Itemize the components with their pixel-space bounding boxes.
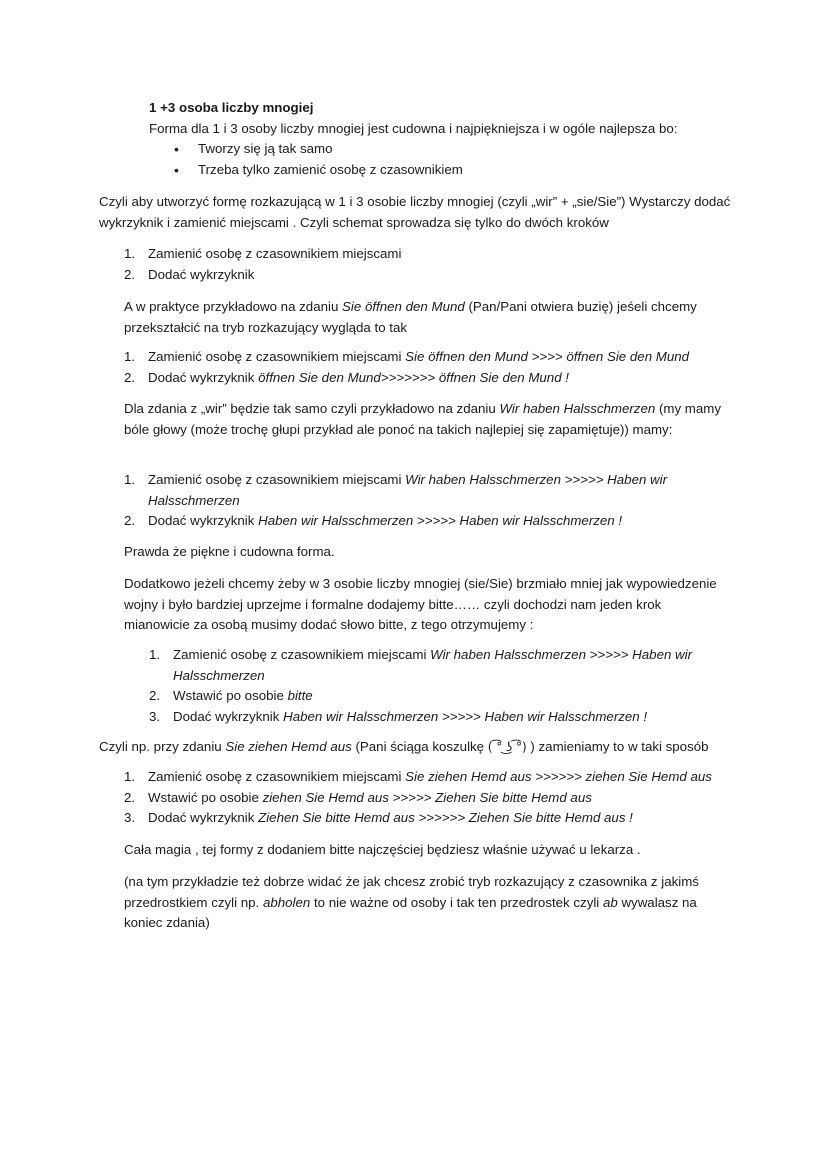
list-text: Zamienić osobę z czasownikiem miejscami bbox=[148, 349, 406, 364]
list-item bbox=[124, 368, 734, 389]
steps-list-4 bbox=[149, 645, 739, 727]
section-heading: 1 +3 osoba liczby mnogiej bbox=[149, 100, 314, 115]
german-example: ab bbox=[602, 894, 618, 910]
german-example: Sie öffnen den Mund bbox=[342, 299, 465, 314]
german-example: Haben wir Halsschmerzen >>>>> Haben wir Halsschmerzen ! bbox=[258, 513, 623, 528]
list-text: Zamienić osobę z czasownikiem miejscami bbox=[148, 246, 402, 261]
steps-list-3 bbox=[124, 470, 714, 532]
german-example: Wir haben Halsschmerzen bbox=[499, 401, 656, 416]
steps-list-1 bbox=[124, 244, 724, 285]
list-text: Zamienić osobę z czasownikiem miejscami bbox=[173, 647, 431, 662]
list-item bbox=[149, 645, 739, 686]
german-example: Wir haben Halsschmerzen >>>>> Haben wir Halsschmerzen bbox=[173, 647, 693, 683]
list-number: 1. bbox=[124, 769, 136, 784]
paragraph-7: Cała magia , tej formy z dodaniem bitte najczęściej będziesz właśnie używać u lekarza . bbox=[124, 842, 641, 857]
text-run: to nie ważne od osoby i tak ten przedrostek czyli bbox=[310, 894, 603, 910]
list-text: Zamienić osobę z czasownikiem miejscami bbox=[148, 472, 406, 487]
paragraph-4: Prawda że piękne i cudowna forma. bbox=[124, 544, 335, 559]
paragraph-2 bbox=[124, 297, 734, 338]
list-text: Dodać wykrzyknik bbox=[173, 708, 284, 724]
list-item bbox=[124, 511, 714, 532]
paragraph-3 bbox=[124, 399, 724, 440]
list-text: Zamienić osobę z czasownikiem miejscami bbox=[148, 769, 406, 784]
list-text: Wstawić po osobie bbox=[173, 688, 288, 703]
list-text: Wstawić po osobie bbox=[148, 789, 263, 805]
bullet-item: • Tworzy się ją tak samo bbox=[168, 139, 749, 160]
german-example: ziehen Sie Hemd aus >>>>> Ziehen Sie bitte Hemd aus bbox=[262, 789, 592, 805]
text-run: (Pan/Pani otwiera buzię) jeśeli chcemy przekształcić na tryb rozkazujący wygląda to tak bbox=[124, 299, 697, 335]
list-text: Dodać wykrzyknik bbox=[148, 369, 259, 385]
intro-text: Forma dla 1 i 3 osoby liczby mnogiej jest cudowna i najpiękniejsza i w ogóle najlepsza bo: bbox=[149, 120, 678, 136]
german-example: Sie ziehen Hemd aus >>>>>> ziehen Sie Hemd aus bbox=[405, 769, 712, 784]
german-example: öffnen Sie den Mund>>>>>>> öffnen Sie den Mund ! bbox=[258, 369, 569, 385]
list-number: 3. bbox=[124, 810, 136, 825]
text-run: Czyli np. przy zdaniu bbox=[99, 739, 226, 754]
list-number: 1. bbox=[124, 472, 136, 487]
german-example: Sie öffnen den Mund >>>> öffnen Sie den Mund bbox=[405, 349, 690, 364]
list-number: 2. bbox=[124, 789, 136, 805]
text-run: (my mamy bóle głowy (może trochę głupi przykład ale ponoć na takich najlepiej się zapamiętuje)) mamy: bbox=[124, 401, 721, 437]
list-number: 2. bbox=[149, 688, 161, 703]
bullet-item: • Trzeba tylko zamienić osobę z czasownikiem bbox=[168, 160, 749, 181]
german-example: Haben wir Halsschmerzen >>>>> Haben wir Halsschmerzen ! bbox=[283, 708, 648, 724]
list-item bbox=[124, 265, 724, 286]
intro-section bbox=[149, 98, 749, 180]
list-text: Dodać wykrzyknik bbox=[148, 266, 255, 282]
paragraph-1: Czyli aby utworzyć formę rozkazującą w 1 i 3 osobie liczby mnogiej (czyli „wir” + „sie/Sie”) Wystarczy dodać wykrzyknik i zamienić miejscami . Czyli schemat sprowadza się tylko do dwóch kroków bbox=[99, 194, 731, 230]
list-item bbox=[124, 808, 744, 829]
text-run: Dla zdania z „wir” będzie tak samo czyli przykładowo na zdaniu bbox=[124, 401, 500, 416]
list-number: 3. bbox=[149, 708, 161, 724]
paragraph-5: Dodatkowo jeżeli chcemy żeby w 3 osobie liczby mnogiej (sie/Sie) brzmiało mniej jak wypowiedzenie wojny i było bardziej uprzejme i formalne dodajemy bitte…… czyli dochodzi nam jeden krok mianowicie za osobą musimy dodać słowo bitte, z tego otrzymujemy : bbox=[124, 576, 717, 632]
bullet-list bbox=[168, 139, 749, 180]
text-run: (na tym przykładzie też dobrze widać że jak chcesz zrobić tryb rozkazujący z czasownika z jakimś przedrostkiem czyli np. bbox=[124, 874, 699, 910]
list-number: 1. bbox=[149, 647, 161, 662]
text-run: ) zamieniamy to w taki sposób bbox=[526, 739, 709, 754]
list-number: 1. bbox=[124, 349, 136, 364]
list-text: Dodać wykrzyknik bbox=[148, 513, 259, 528]
german-example: Sie ziehen Hemd aus bbox=[225, 739, 352, 754]
list-number: 2. bbox=[124, 266, 136, 282]
german-example: bitte bbox=[287, 688, 313, 703]
list-text: Dodać wykrzyknik bbox=[148, 810, 259, 825]
text-run: A w praktyce przykładowo na zdaniu bbox=[124, 299, 343, 314]
list-number: 2. bbox=[124, 369, 136, 385]
list-item bbox=[124, 788, 744, 809]
steps-list-5 bbox=[124, 767, 744, 829]
lenny-face-emoticon: ( ͡° ͜ʖ ͡°) bbox=[487, 740, 527, 754]
paragraph-6 bbox=[99, 737, 739, 758]
german-example: Ziehen Sie bitte Hemd aus >>>>>> Ziehen Sie bitte Hemd aus ! bbox=[258, 810, 633, 825]
paragraph-8 bbox=[124, 872, 730, 934]
text-run: wywalasz na koniec zdania) bbox=[124, 894, 697, 930]
list-item bbox=[149, 686, 739, 707]
steps-list-2 bbox=[124, 347, 734, 388]
german-example: abholen bbox=[262, 894, 311, 910]
list-number: 2. bbox=[124, 513, 136, 528]
german-example: Wir haben Halsschmerzen >>>>> Haben wir Halsschmerzen bbox=[148, 472, 668, 508]
list-item bbox=[124, 470, 714, 511]
list-item bbox=[149, 707, 739, 728]
list-item bbox=[124, 244, 724, 265]
text-run: (Pani ściąga koszulkę bbox=[351, 739, 488, 754]
list-number: 1. bbox=[124, 246, 136, 261]
list-item bbox=[124, 767, 744, 788]
list-item bbox=[124, 347, 734, 368]
